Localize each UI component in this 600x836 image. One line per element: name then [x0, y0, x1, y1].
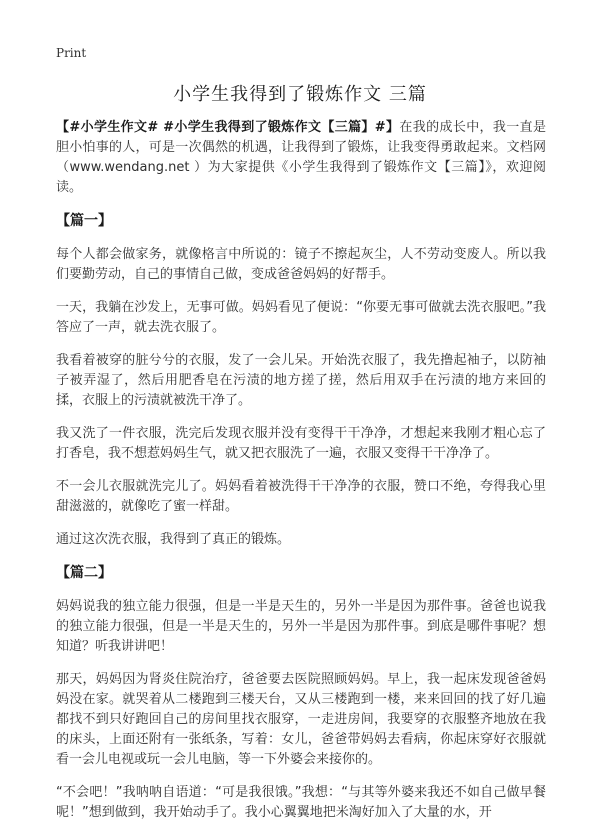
page-title: 小学生我得到了锻炼作文 三篇 [173, 84, 427, 105]
intro-text: 在我的成长中，我一直是胆小怕事的人，可是一次偶然的机遇，让我得到了锻炼，让我变得勇敢起来。文档网（www.wendang.net ）为大家提供《小学生我得到了锻炼作文【三篇】》，欢迎阅读。 [56, 120, 546, 195]
print-label: Print [56, 46, 87, 60]
paragraph: 不一会儿衣服就洗完儿了。妈妈看着被洗得干干净净的衣服，赞口不绝，夸得我心里甜滋滋的，就像吃了蜜一样甜。 [56, 479, 546, 514]
intro-tags: 【#小学生作文# #小学生我得到了锻炼作文【三篇】#】 [56, 120, 400, 135]
section-heading-2: 【篇二】 [56, 565, 112, 581]
paragraph: “不会吧！”我呐呐自语道：“可是我很饿。”我想：“与其等外婆来我还不如自己做早餐呢！”想到做到，我开始动手了。我小心翼翼地把米淘好加入了大量的水，开 [56, 785, 546, 820]
intro-paragraph [56, 118, 546, 198]
paragraph: 那天，妈妈因为肾炎住院治疗，爸爸要去医院照顾妈妈。早上，我一起床发现爸爸妈妈没在家。就哭着从二楼跑到三楼天台，又从三楼跑到一楼，来来回回的找了好几遍都找不到只好跑回自己的房间里找衣服穿，一走进房间，我要穿的衣服整齐地放在我的床头，上面还附有一张纸条，写着：女儿，爸爸带妈妈去看病，你起床穿好衣服就看一会儿电视或玩一会儿电脑，等一下外婆会来接你的。 [56, 672, 546, 767]
paragraph: 每个人都会做家务，就像格言中所说的：镜子不擦起灰尘，人不劳动变废人。所以我们要勤劳动，自己的事情自己做，变成爸爸妈妈的好帮手。 [56, 247, 546, 282]
document-body [56, 118, 546, 836]
paragraph: 我看着被穿的脏兮兮的衣服，发了一会儿呆。开始洗衣服了，我先撸起袖子，以防袖子被弄湿了，然后用肥香皂在污渍的地方搓了搓，然后用双手在污渍的地方来回的揉，衣服上的污渍就被洗干净了。 [56, 353, 546, 408]
paragraph: 通过这次洗衣服，我得到了真正的锻炼。 [56, 532, 291, 547]
paragraph: 我又洗了一件衣服，洗完后发现衣服并没有变得干干净净，才想起来我刚才粗心忘了打香皂，我不想惹妈妈生气，就又把衣服洗了一遍，衣服又变得干干净净了。 [56, 426, 546, 461]
section-heading-1: 【篇一】 [56, 213, 112, 229]
paragraph: 一天，我躺在沙发上，无事可做。妈妈看见了便说：“你要无事可做就去洗衣服吧。”我答应了一声，就去洗衣服了。 [56, 300, 546, 335]
paragraph: 妈妈说我的独立能力很强，但是一半是天生的，另外一半是因为那件事。爸爸也说我的独立能力很强，但是一半是天生的，另外一半是因为那件事。到底是哪件事呢？想知道？听我讲讲吧！ [56, 599, 546, 654]
